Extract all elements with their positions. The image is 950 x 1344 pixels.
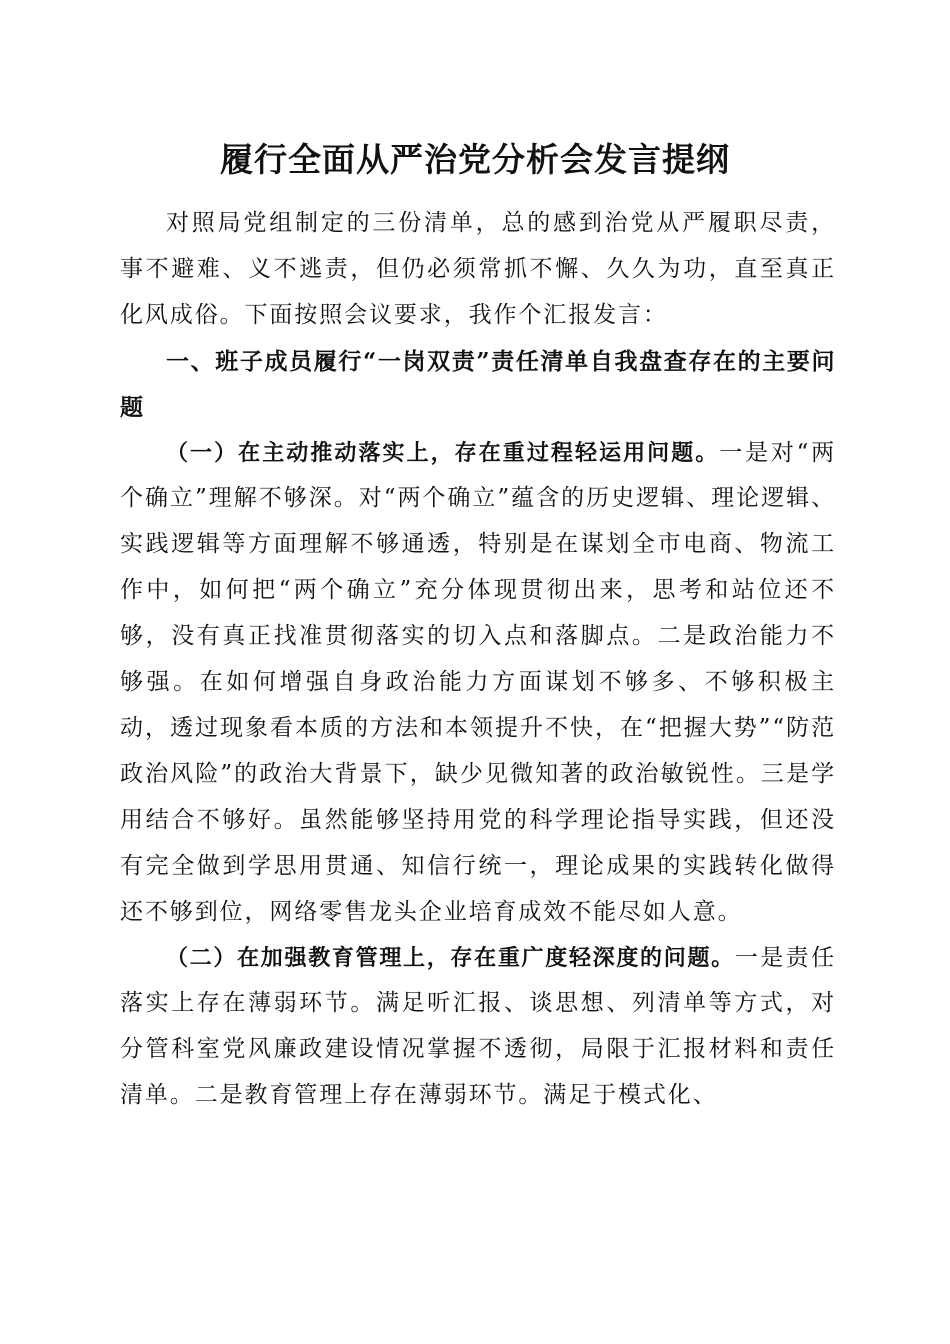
- subsection-text-2: 一是责任落实上存在薄弱环节。满足听汇报、谈思想、列清单等方式，对分管科室党风廉政建设情况掌握不透彻，局限于汇报材料和责任清单。二是教育管理上存在薄弱环节。满足于模式化、: [120, 944, 836, 1109]
- subsection-lead-1: （一）在主动推动落实上，存在重过程轻运用问题。: [166, 440, 720, 466]
- subsection-paragraph-2: [120, 936, 836, 1120]
- subsection-paragraph-1: [120, 431, 836, 936]
- document-title: 履行全面从严治党分析会发言提纲: [220, 140, 730, 179]
- document-body: [120, 201, 836, 1119]
- intro-paragraph: 对照局党组制定的三份清单，总的感到治党从严履职尽责，事不避难、义不逃责，但仍必须常抓不懈、久久为功，直至真正化风成俗。下面按照会议要求，我作个汇报发言：: [120, 210, 836, 328]
- section-heading: 一、班子成员履行“一岗双责”责任清单自我盘查存在的主要问题: [120, 347, 836, 421]
- subsection-text-1: 一是对“两个确立”理解不够深。对“两个确立”蕴含的历史逻辑、理论逻辑、实践逻辑等方面理解不够通透，特别是在谋划全市电商、物流工作中，如何把“两个确立”充分体现贯彻出来，思考和站位还不够，没有真正找准贯彻落实的切入点和落脚点。二是政治能力不够强。在如何增强自身政治能力方面谋划不够多、不够积极主动，透过现象看本质的方法和本领提升不快，在“把握大势”“防范政治风险”的政治大背景下，缺少见微知著的政治敏锐性。三是学用结合不够好。虽然能够坚持用党的科学理论指导实践，但还没有完全做到学思用贯通、知信行统一，理论成果的实践转化做得还不够到位，网络零售龙头企业培育成效不能尽如人意。: [120, 439, 836, 925]
- subsection-lead-2: （二）在加强教育管理上，存在重广度轻深度的问题。: [166, 945, 735, 971]
